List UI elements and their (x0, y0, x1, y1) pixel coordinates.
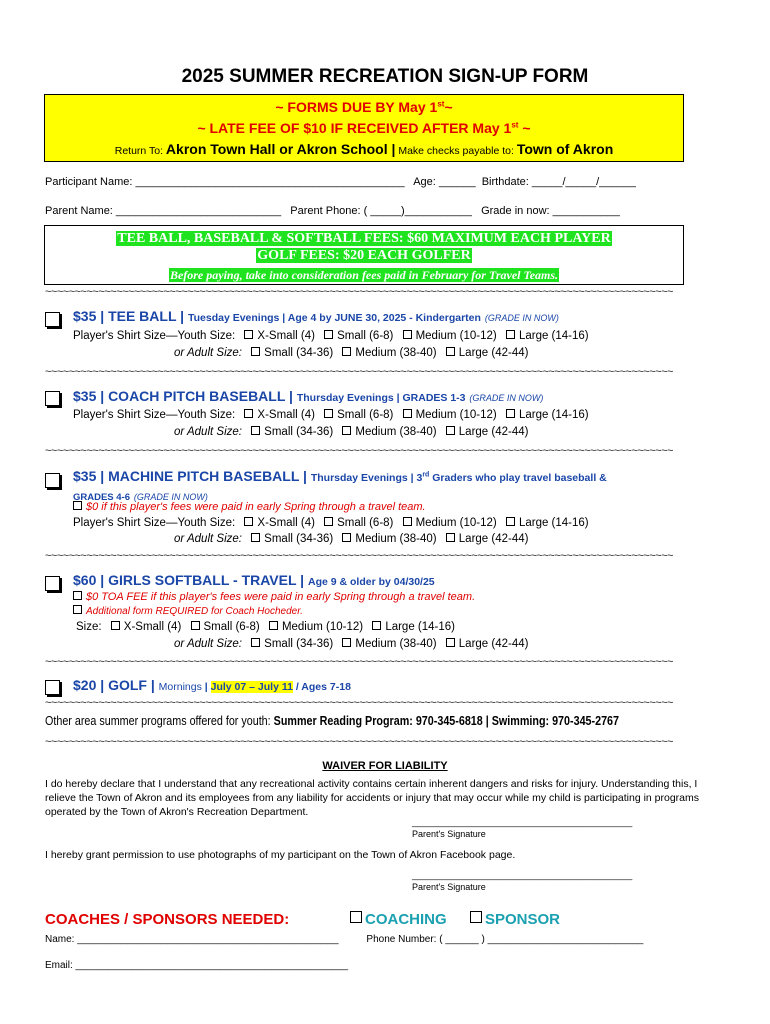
size-checkbox[interactable] (244, 517, 253, 526)
page-title: 2025 SUMMER RECREATION SIGN-UP FORM (181, 66, 589, 87)
signature-label: Parent's Signature (412, 829, 486, 839)
separator: ~~~~~~~~~~~~~~~~~~~~~~~~~~~~~~~~~~~~~~~~~~~~~~~~~~~~~~~~~~~~~~~~~~~~~~~~~~~~~~~~~~~~~~~~~~~~~~~~~~~~~~~~~~ (45, 286, 673, 298)
coach-name-line[interactable]: Name: _______________________________________________ Phone Number: ( ______ ) ____________________________ (45, 934, 644, 945)
size-checkbox[interactable] (403, 409, 412, 418)
machinepitch-youth-sizes: Player's Shirt Size—Youth Size: X-Small (4) Small (6-8) Medium (10-12) Large (14-16) (73, 517, 589, 529)
size-checkbox[interactable] (446, 533, 455, 542)
coachpitch-checkbox[interactable] (45, 391, 60, 406)
signature-line[interactable]: ____________________________________________ (412, 817, 633, 827)
separator: ~~~~~~~~~~~~~~~~~~~~~~~~~~~~~~~~~~~~~~~~~~~~~~~~~~~~~~~~~~~~~~~~~~~~~~~~~~~~~~~~~~~~~~~~~~~~~~~~~~~~~~~~~~ (45, 550, 673, 562)
separator: ~~~~~~~~~~~~~~~~~~~~~~~~~~~~~~~~~~~~~~~~~~~~~~~~~~~~~~~~~~~~~~~~~~~~~~~~~~~~~~~~~~~~~~~~~~~~~~~~~~~~~~~~~~ (45, 736, 673, 748)
machinepitch-adult-sizes: or Adult Size: Small (34-36) Medium (38-40) Large (42-44) (174, 533, 529, 545)
teeball-adult-sizes: or Adult Size: Small (34-36) Medium (38-40) Large (42-44) (174, 347, 529, 359)
other-programs: Other area summer programs offered for youth: Summer Reading Program: 970-345-6818 | Swimming: 970-345-2767 (45, 714, 620, 728)
machinepitch-grades: GRADES 4-6 (GRADE IN NOW) (73, 492, 208, 503)
waiver-heading: WAIVER FOR LIABILITY (322, 760, 448, 772)
fees-box (44, 225, 684, 285)
size-checkbox[interactable] (403, 517, 412, 526)
size-checkbox[interactable] (191, 621, 200, 630)
separator: ~~~~~~~~~~~~~~~~~~~~~~~~~~~~~~~~~~~~~~~~~~~~~~~~~~~~~~~~~~~~~~~~~~~~~~~~~~~~~~~~~~~~~~~~~~~~~~~~~~~~~~~~~~ (45, 366, 673, 378)
size-checkbox[interactable] (269, 621, 278, 630)
size-checkbox[interactable] (506, 517, 515, 526)
signature-line[interactable]: ____________________________________________ (412, 870, 633, 880)
fees-line-1: TEE BALL, BASEBALL & SOFTBALL FEES: $60 MAXIMUM EACH PLAYER (117, 231, 611, 246)
due-banner (44, 94, 684, 162)
size-checkbox[interactable] (111, 621, 120, 630)
size-checkbox[interactable] (506, 330, 515, 339)
size-checkbox[interactable] (342, 347, 351, 356)
coach-email-line[interactable]: Email: _________________________________________________ (45, 960, 349, 971)
size-checkbox[interactable] (342, 638, 351, 647)
size-checkbox[interactable] (342, 533, 351, 542)
note-checkbox[interactable] (73, 501, 82, 510)
coaching-option[interactable]: COACHING (350, 911, 447, 928)
size-checkbox[interactable] (372, 621, 381, 630)
return-line: Return To: Akron Town Hall or Akron School | Make checks payable to: Town of Akron (114, 141, 614, 157)
note-checkbox[interactable] (73, 591, 82, 600)
size-checkbox[interactable] (251, 426, 260, 435)
photo-permission-text: I hereby grant permission to use photographs of my participant on the Town of Akron Facebook page. (45, 849, 516, 861)
golf-heading: $20 | GOLF | Mornings | July 07 – July 11 / Ages 7-18 (73, 677, 351, 693)
size-checkbox[interactable] (251, 533, 260, 542)
size-checkbox[interactable] (244, 330, 253, 339)
sponsor-checkbox[interactable] (470, 911, 482, 923)
coaching-checkbox[interactable] (350, 911, 362, 923)
parent-line[interactable]: Parent Name: ___________________________ Parent Phone: ( _____)___________ Grade in now: ___________ (45, 205, 620, 217)
coachpitch-adult-sizes: or Adult Size: Small (34-36) Medium (38-40) Large (42-44) (174, 426, 529, 438)
softball-checkbox[interactable] (45, 576, 60, 591)
teeball-checkbox[interactable] (45, 312, 60, 327)
softball-note-1: $0 TOA FEE if this player's fees were paid in early Spring through a travel team. (73, 591, 475, 603)
size-checkbox[interactable] (446, 347, 455, 356)
size-checkbox[interactable] (446, 638, 455, 647)
machinepitch-heading: $35 | MACHINE PITCH BASEBALL | Thursday Evenings | 3rd Graders who play travel baseball & (73, 468, 607, 484)
separator: ~~~~~~~~~~~~~~~~~~~~~~~~~~~~~~~~~~~~~~~~~~~~~~~~~~~~~~~~~~~~~~~~~~~~~~~~~~~~~~~~~~~~~~~~~~~~~~~~~~~~~~~~~~ (45, 656, 673, 668)
forms-due-line: ~ FORMS DUE BY May 1st~ (275, 99, 453, 115)
note-checkbox[interactable] (73, 605, 82, 614)
waiver-text: I do hereby declare that I understand that any recreational activity contains certain inherent dangers and risks for injury. Understanding this, I relieve the Town of Akron and its employees from any liability for accidents or injury that may occur while my child is participating in programs operated by the Town of Akron's Recreation Department. (45, 778, 700, 818)
sponsor-option[interactable]: SPONSOR (470, 911, 560, 928)
softball-heading: $60 | GIRLS SOFTBALL - TRAVEL | Age 9 & older by 04/30/25 (73, 572, 435, 588)
size-checkbox[interactable] (244, 409, 253, 418)
separator: ~~~~~~~~~~~~~~~~~~~~~~~~~~~~~~~~~~~~~~~~~~~~~~~~~~~~~~~~~~~~~~~~~~~~~~~~~~~~~~~~~~~~~~~~~~~~~~~~~~~~~~~~~~ (45, 697, 673, 709)
signature-label: Parent's Signature (412, 882, 486, 892)
golf-checkbox[interactable] (45, 680, 60, 695)
late-fee-line: ~ LATE FEE OF $10 IF RECEIVED AFTER May 1st ~ (197, 120, 531, 136)
coachpitch-heading: $35 | COACH PITCH BASEBALL | Thursday Evenings | GRADES 1-3 (GRADE IN NOW) (73, 388, 544, 404)
size-checkbox[interactable] (506, 409, 515, 418)
size-checkbox[interactable] (324, 409, 333, 418)
machinepitch-note: $0 if this player's fees were paid in early Spring through a travel team. (73, 501, 426, 513)
size-checkbox[interactable] (342, 426, 351, 435)
coachpitch-youth-sizes: Player's Shirt Size—Youth Size: X-Small (4) Small (6-8) Medium (10-12) Large (14-16) (73, 409, 589, 421)
softball-sizes: Size: X-Small (4) Small (6-8) Medium (10-12) Large (14-16) (76, 621, 455, 633)
fees-line-3: Before paying, take into consideration fees paid in February for Travel Teams. (169, 268, 559, 282)
coaches-needed-label: COACHES / SPONSORS NEEDED: (45, 911, 290, 928)
fees-line-2: GOLF FEES: $20 EACH GOLFER (257, 248, 471, 263)
size-checkbox[interactable] (251, 638, 260, 647)
machinepitch-checkbox[interactable] (45, 473, 60, 488)
size-checkbox[interactable] (251, 347, 260, 356)
separator: ~~~~~~~~~~~~~~~~~~~~~~~~~~~~~~~~~~~~~~~~~~~~~~~~~~~~~~~~~~~~~~~~~~~~~~~~~~~~~~~~~~~~~~~~~~~~~~~~~~~~~~~~~~ (45, 445, 673, 457)
size-checkbox[interactable] (446, 426, 455, 435)
size-checkbox[interactable] (324, 517, 333, 526)
softball-note-2: Additional form REQUIRED for Coach Hocheder. (73, 605, 303, 617)
size-checkbox[interactable] (324, 330, 333, 339)
teeball-youth-sizes: Player's Shirt Size—Youth Size: X-Small (4) Small (6-8) Medium (10-12) Large (14-16) (73, 330, 589, 342)
softball-adult-sizes: or Adult Size: Small (34-36) Medium (38-40) Large (42-44) (174, 638, 529, 650)
teeball-heading: $35 | TEE BALL | Tuesday Evenings | Age 4 by JUNE 30, 2025 - Kindergarten (GRADE IN NOW) (73, 308, 559, 324)
size-checkbox[interactable] (403, 330, 412, 339)
participant-line[interactable]: Participant Name: ____________________________________________ Age: ______ Birthdate: _____/_____/______ (45, 176, 636, 188)
